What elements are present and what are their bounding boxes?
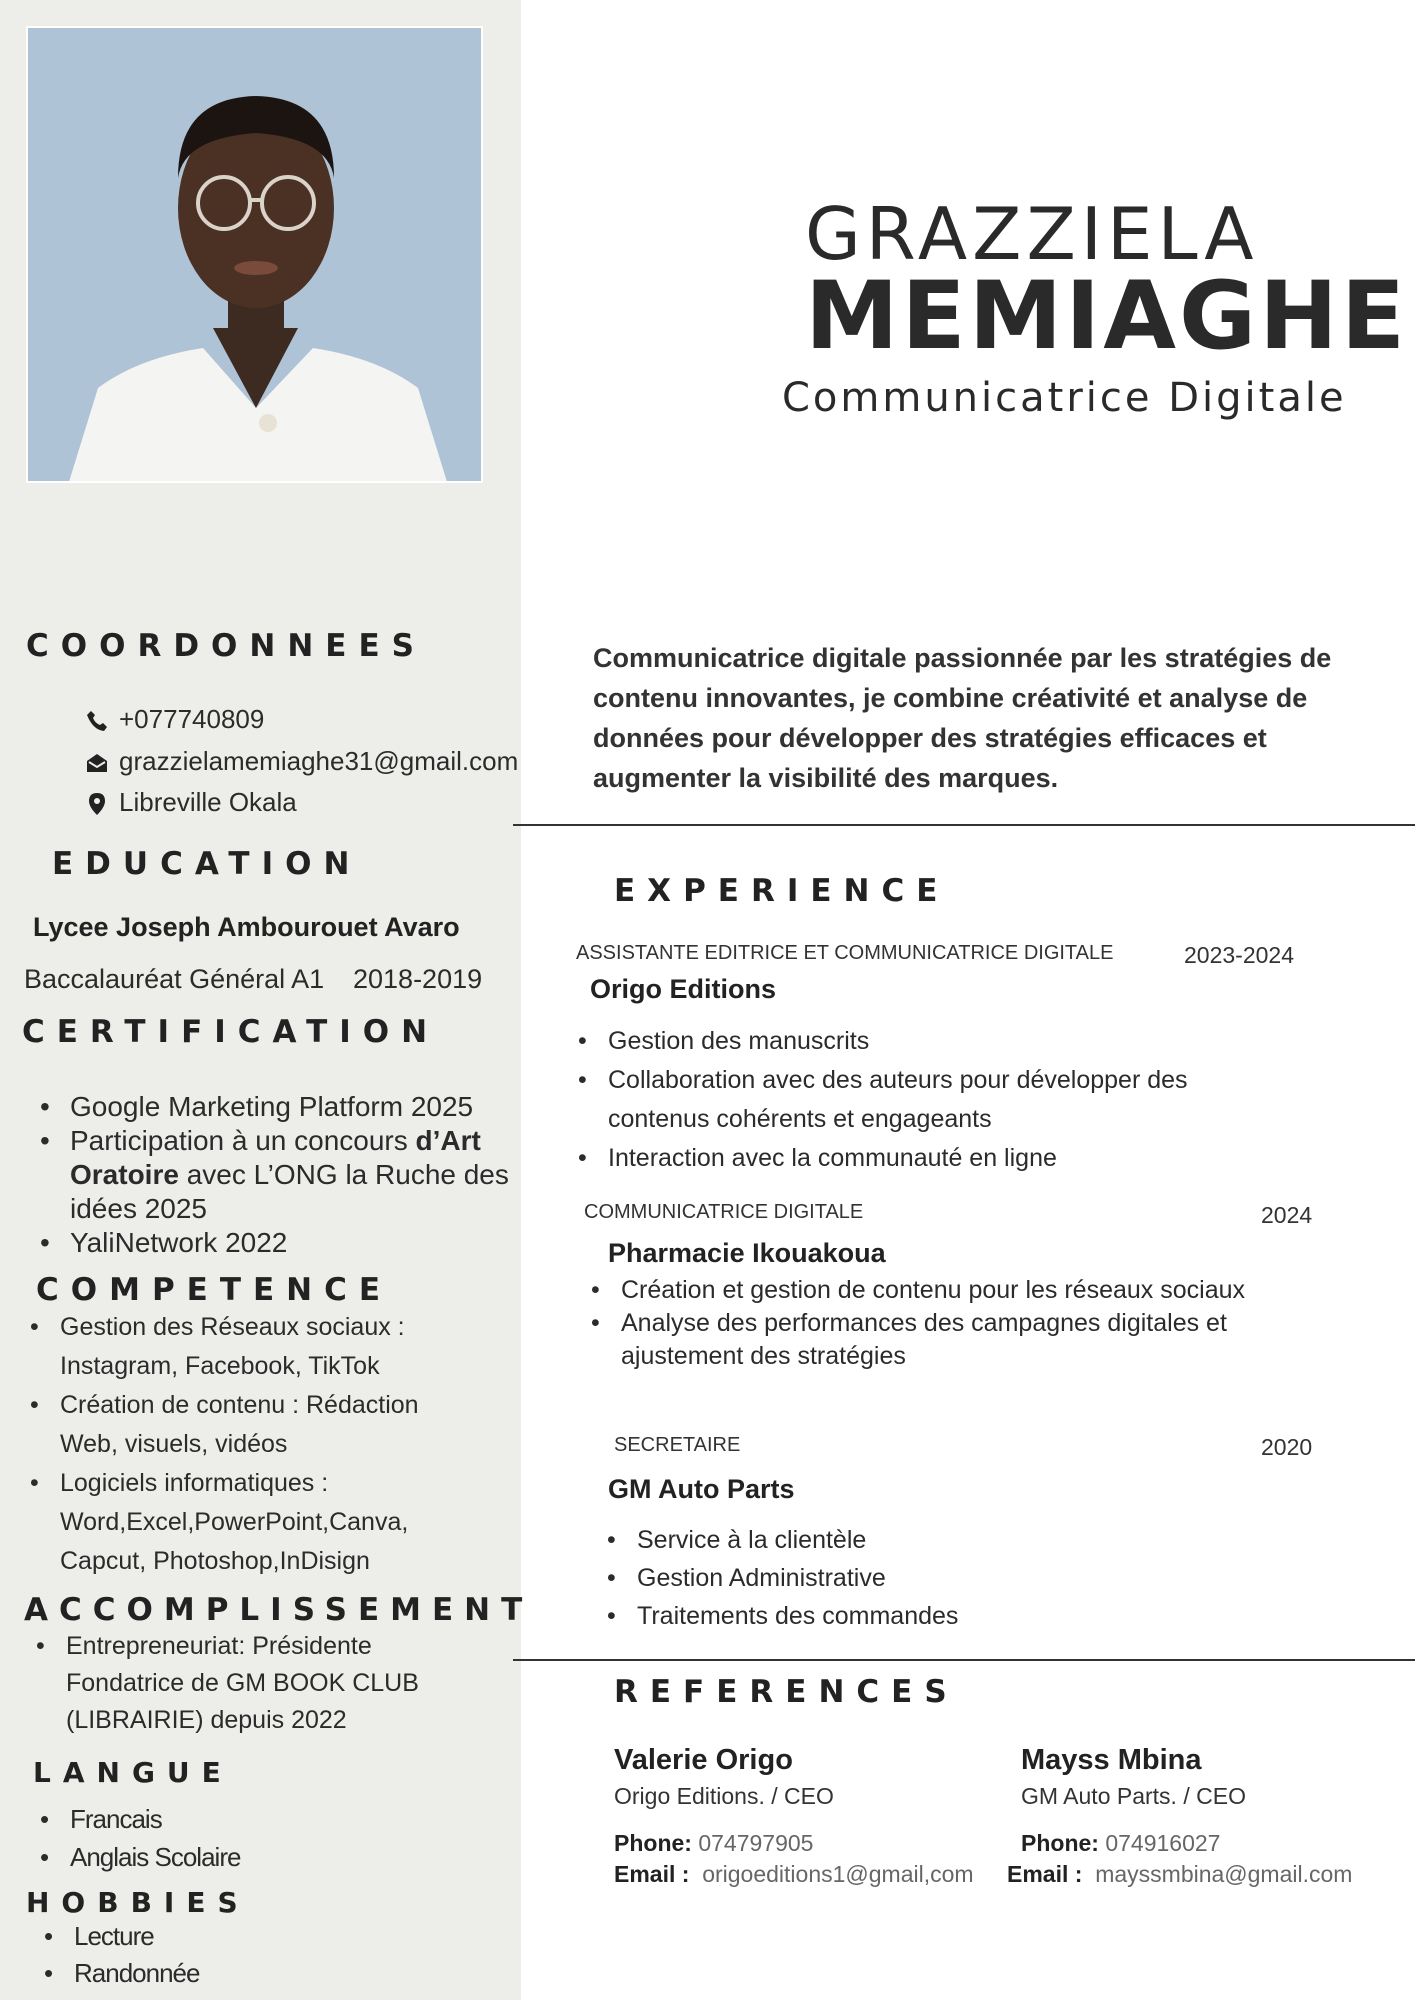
certification-list [34,1090,540,1260]
list-item: • Service à la clientèle [637,1521,1277,1559]
section-title-references: REFERENCES [614,1674,959,1710]
section-title-education: EDUCATION [52,846,362,882]
job-tasks [585,1274,1291,1373]
list-item: • Gestion des Réseaux sociaux : Instagram, Facebook, TikTok [60,1308,480,1386]
divider-bottom [513,1659,1415,1661]
reference-org: Origo Editions. / CEO [614,1783,834,1809]
location-value: Libreville Okala [119,787,297,817]
job-role: ASSISTANTE EDITRICE ET COMMUNICATRICE DIGITALE [576,942,1114,964]
list-item: • Traitements des commandes [637,1597,1277,1635]
job-tasks [601,1521,1277,1635]
phone-value: +077740809 [119,704,265,734]
job-years: 2024 [1261,1202,1313,1228]
job-tasks [572,1022,1278,1178]
list-item: • Lecture [74,1918,199,1955]
job-years: 2023-2024 [1184,942,1294,968]
job-title: Communicatrice Digitale [782,375,1347,421]
list-item: • Randonnée [74,1955,199,1992]
reference-org: GM Auto Parts. / CEO [1021,1783,1246,1809]
section-title-langue: LANGUE [33,1756,233,1789]
list-item: • Logiciels informatiques : Word,Excel,PowerPoint,Canva, Capcut, Photoshop,InDisign [60,1464,480,1581]
phone-icon [85,709,109,733]
list-item: • Collaboration avec des auteurs pour développer des contenus cohérents et engageants [608,1061,1278,1139]
list-item: • Création et gestion de contenu pour les réseaux sociaux [621,1274,1291,1307]
reference-card [614,1744,974,1888]
first-name: GRAZZIELA [805,192,1259,276]
hobbies-list [38,1918,199,1992]
profile-summary: Communicatrice digitale passionnée par les stratégies de contenu innovantes, je combine créativité et analyse de données pour développer des stratégies efficaces et augmenter la visibilité des marques. [593,643,1332,793]
section-title-competence: COMPETENCE [36,1272,393,1308]
list-item: • Création de contenu : Rédaction Web, visuels, vidéos [60,1386,480,1464]
reference-email[interactable]: Email : mayssmbina@gmail.com [1007,1861,1353,1887]
reference-card [1007,1744,1353,1888]
competence-list [24,1308,480,1581]
section-title-accomplissement: ACCOMPLISSEMENT [24,1592,534,1628]
profile-photo [26,26,483,483]
list-item: • Gestion Administrative [637,1559,1277,1597]
section-title-hobbies: HOBBIES [26,1886,250,1919]
list-item: • Gestion des manuscrits [608,1022,1278,1061]
section-title-coordonnees: COORDONNEES [26,628,426,664]
accomplissement-list [30,1628,476,1739]
portrait-image [28,28,483,483]
job-company: Origo Editions [590,974,776,1004]
contact-location [85,787,297,818]
job-company: GM Auto Parts [608,1474,795,1504]
job-role: SECRETAIRE [614,1434,741,1456]
mail-icon [85,751,109,775]
contact-email[interactable] [85,746,518,777]
reference-name: Mayss Mbina [1021,1744,1202,1776]
reference-name: Valerie Origo [614,1744,793,1776]
reference-phone: Phone: 074797905 [614,1830,814,1856]
list-item: • Anglais Scolaire [70,1838,240,1876]
divider-top [513,824,1415,826]
list-item: • YaliNetwork 2022 [70,1226,540,1260]
education-degree: Baccalauréat Général A1 [24,964,325,994]
list-item: • Analyse des performances des campagnes digitales et ajustement des stratégies [621,1307,1291,1373]
section-title-certification: CERTIFICATION [22,1014,440,1050]
email-value: grazzielamemiaghe31@gmail.com [119,746,519,776]
contact-phone[interactable] [85,704,264,735]
job-company: Pharmacie Ikouakoua [608,1238,886,1268]
last-name: MEMIAGHE [805,262,1409,371]
list-item: • Google Marketing Platform 2025 [70,1090,540,1124]
list-item: • Participation à un concours d’Art Oratoire avec L’ONG la Ruche des idées 2025 [70,1124,540,1226]
location-pin-icon [85,792,109,816]
job-years: 2020 [1261,1434,1313,1460]
reference-email[interactable]: Email : origoeditions1@gmail,com [614,1861,974,1887]
section-title-experience: EXPERIENCE [614,873,950,909]
reference-phone: Phone: 074916027 [1021,1830,1221,1856]
education-school: Lycee Joseph Ambourouet Avaro [33,912,460,942]
list-item: • Interaction avec la communauté en ligne [608,1139,1278,1178]
education-years: 2018-2019 [353,964,483,994]
langue-list [34,1800,240,1876]
list-item: • Entrepreneuriat: Présidente Fondatrice de GM BOOK CLUB (LIBRAIRIE) depuis 2022 [66,1628,476,1739]
job-role: COMMUNICATRICE DIGITALE [584,1201,864,1223]
list-item: • Francais [70,1800,240,1838]
